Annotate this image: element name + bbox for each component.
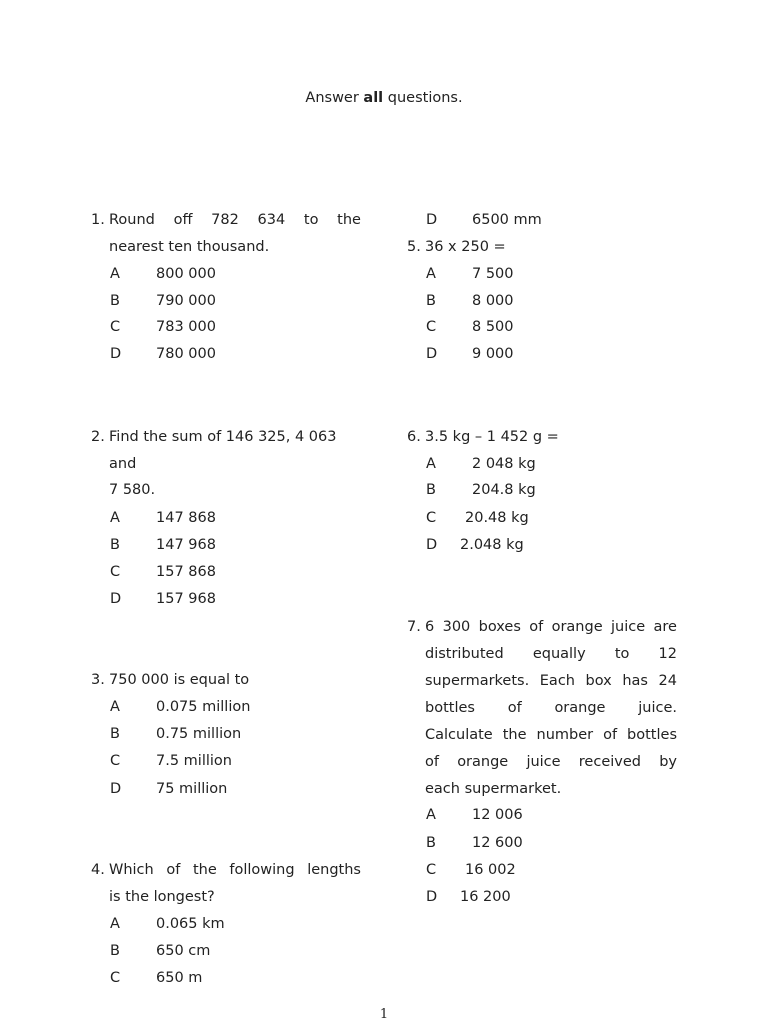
option-text: 204.8 kg xyxy=(472,482,536,498)
word: to xyxy=(614,646,630,662)
option-text: 157 968 xyxy=(156,591,216,607)
option-letter: C xyxy=(426,510,437,526)
word: juice. xyxy=(638,700,677,716)
word: the xyxy=(337,212,361,228)
question-text-line: 750 000 is equal to xyxy=(109,672,250,688)
option-letter: B xyxy=(110,293,120,309)
option-letter: A xyxy=(110,916,120,932)
word: orange xyxy=(554,700,606,716)
option-letter: B xyxy=(110,537,120,553)
word: of xyxy=(507,700,522,716)
word: Each xyxy=(539,673,575,689)
option-text: 0.075 million xyxy=(156,699,251,715)
option-text: 147 868 xyxy=(156,510,216,526)
option-letter: C xyxy=(110,564,121,580)
word: 24 xyxy=(658,673,677,689)
word: of xyxy=(529,619,544,635)
question-text-line xyxy=(425,726,677,744)
word: 6 xyxy=(425,619,435,635)
question-text-line xyxy=(425,645,677,663)
option-text: 800 000 xyxy=(156,266,216,282)
option-letter: C xyxy=(110,970,121,986)
option-text: 0.75 million xyxy=(156,726,242,742)
word: 782 xyxy=(211,212,239,228)
option-letter: D xyxy=(426,346,438,362)
word: of xyxy=(603,727,618,743)
option-text: 12 600 xyxy=(472,835,523,851)
word: boxes xyxy=(478,619,521,635)
word: lengths xyxy=(307,862,361,878)
word: juice xyxy=(526,754,561,770)
option-letter: A xyxy=(426,266,436,282)
option-text: 7.5 million xyxy=(156,753,232,769)
option-text: 2.048 kg xyxy=(460,537,524,553)
option-letter: A xyxy=(110,699,120,715)
word: Round xyxy=(109,212,155,228)
word: orange xyxy=(551,619,603,635)
word: the xyxy=(502,727,527,743)
question-number: 3. xyxy=(91,672,105,688)
question-number: 7. xyxy=(407,619,421,635)
word: Which xyxy=(109,862,154,878)
word: 634 xyxy=(257,212,286,228)
option-letter: B xyxy=(426,482,436,498)
instructions-pre: Answer xyxy=(305,90,359,106)
option-letter: C xyxy=(426,862,437,878)
option-text: 12 006 xyxy=(472,807,523,823)
word: off xyxy=(173,212,193,228)
question-number: 4. xyxy=(91,862,105,878)
option-letter: D xyxy=(110,346,122,362)
question-number: 6. xyxy=(407,429,421,445)
word: 300 xyxy=(442,619,471,635)
option-text: 7 500 xyxy=(472,266,514,282)
instructions xyxy=(0,90,768,106)
option-text: 8 000 xyxy=(472,293,514,309)
option-text: 2 048 kg xyxy=(472,456,536,472)
word: the xyxy=(192,862,217,878)
option-letter: C xyxy=(110,319,121,335)
word: has xyxy=(622,673,648,689)
instructions-post: questions. xyxy=(387,90,463,106)
option-text: 16 200 xyxy=(460,889,511,905)
question-text-line xyxy=(425,672,677,690)
option-text: 75 million xyxy=(156,781,228,797)
option-text: 8 500 xyxy=(472,319,514,335)
question-text-line xyxy=(109,861,361,879)
word: orange xyxy=(457,754,509,770)
instructions-emphasis: all xyxy=(363,90,384,106)
option-letter: A xyxy=(426,456,436,472)
word: Calculate xyxy=(425,727,493,743)
word: box xyxy=(585,673,612,689)
word: received xyxy=(578,754,641,770)
option-text: 650 cm xyxy=(156,943,211,959)
question-text-line: and xyxy=(109,456,137,472)
option-letter: B xyxy=(110,943,120,959)
option-letter: B xyxy=(426,835,436,851)
question-text-line xyxy=(425,699,677,717)
question-text-line: 3.5 kg – 1 452 g = xyxy=(425,429,559,445)
word: to xyxy=(303,212,319,228)
question-text-line xyxy=(425,753,677,771)
question-text-line: Find the sum of 146 325, 4 063 xyxy=(109,429,337,445)
option-text: 780 000 xyxy=(156,346,216,362)
option-letter: D xyxy=(426,212,438,228)
option-letter: B xyxy=(110,726,120,742)
word: 12 xyxy=(658,646,677,662)
question-text-line: 36 x 250 = xyxy=(425,239,506,255)
question-text-line xyxy=(425,618,677,636)
option-letter: C xyxy=(110,753,121,769)
option-text: 0.065 km xyxy=(156,916,225,932)
question-number: 1. xyxy=(91,212,105,228)
option-text: 16 002 xyxy=(465,862,516,878)
option-letter: D xyxy=(426,889,438,905)
word: bottles xyxy=(627,727,677,743)
word: of xyxy=(425,754,439,770)
question-text-line: is the longest? xyxy=(109,889,215,905)
option-text: 790 000 xyxy=(156,293,216,309)
word: juice xyxy=(611,619,646,635)
question-text-line: 7 580. xyxy=(109,482,156,498)
word: equally xyxy=(532,646,586,662)
word: bottles xyxy=(425,700,475,716)
page-number: 1 xyxy=(379,1007,389,1022)
option-letter: B xyxy=(426,293,436,309)
word: are xyxy=(653,619,677,635)
option-text: 157 868 xyxy=(156,564,216,580)
word: following xyxy=(229,862,295,878)
option-letter: A xyxy=(110,510,120,526)
question-number: 2. xyxy=(91,429,105,445)
word: number xyxy=(536,727,594,743)
word: supermarkets. xyxy=(425,673,530,689)
question-text-line: nearest ten thousand. xyxy=(109,239,270,255)
question-text-line xyxy=(109,211,361,229)
option-text: 650 m xyxy=(156,970,203,986)
option-letter: D xyxy=(426,537,438,553)
word: of xyxy=(166,862,181,878)
option-text: 20.48 kg xyxy=(465,510,529,526)
option-letter: D xyxy=(110,591,122,607)
word: distributed xyxy=(425,646,504,662)
option-text: 147 968 xyxy=(156,537,216,553)
question-text-line: each supermarket. xyxy=(425,781,562,797)
option-letter: C xyxy=(426,319,437,335)
option-text: 9 000 xyxy=(472,346,514,362)
option-letter: A xyxy=(426,807,436,823)
option-text: 6500 mm xyxy=(472,212,542,228)
option-text: 783 000 xyxy=(156,319,216,335)
question-number: 5. xyxy=(407,239,421,255)
word: by xyxy=(659,754,677,770)
option-letter: A xyxy=(110,266,120,282)
option-letter: D xyxy=(110,781,122,797)
